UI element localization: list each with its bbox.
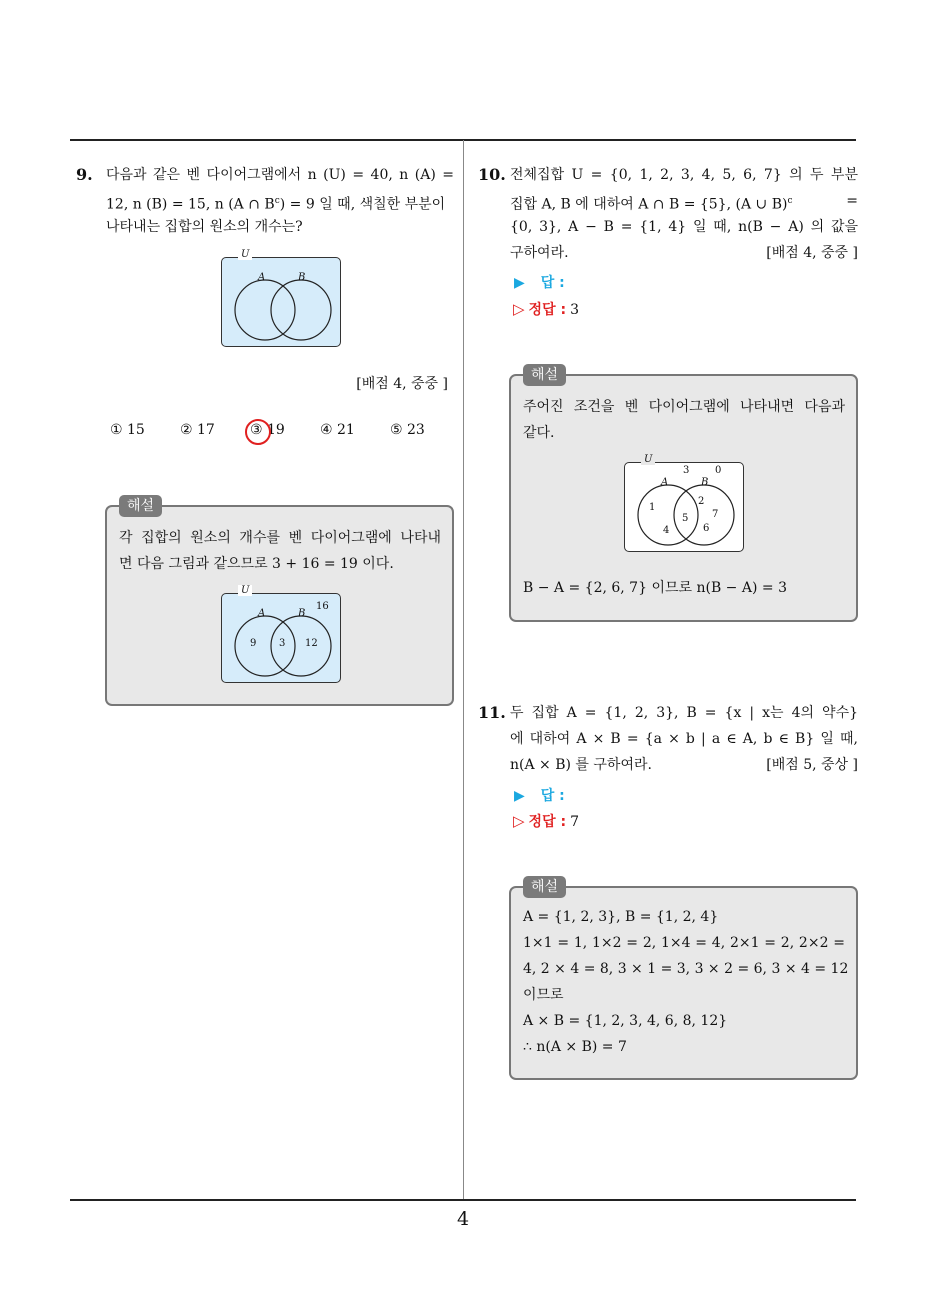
score-label: [배점 4, 중중 ] bbox=[766, 245, 858, 261]
venn-svg bbox=[625, 463, 743, 551]
venn-element-b-only: 7 bbox=[712, 509, 719, 520]
venn-diagram bbox=[221, 249, 341, 347]
question-text-line: 나타내는 집합의 원소의 개수는? bbox=[106, 219, 303, 235]
solution-text-line: 4, 2 × 4 = 8, 3 × 1 = 3, 3 × 2 = 6, 3 × 4 = 12 bbox=[523, 961, 849, 977]
choice-3[interactable]: ③ 19 bbox=[250, 422, 285, 438]
correct-answer-label: 정답 : bbox=[528, 814, 567, 830]
solution-venn-diagram bbox=[221, 585, 341, 683]
venn-element-a-only: 4 bbox=[663, 525, 670, 536]
correct-answer-value: 7 bbox=[570, 814, 579, 830]
choice-1[interactable]: ① 15 bbox=[110, 422, 145, 438]
venn-count-b-only: 12 bbox=[305, 638, 318, 649]
venn-count-a-only: 9 bbox=[250, 638, 257, 649]
play-triangle-icon: ▶ bbox=[514, 788, 525, 804]
venn-element-outside: 0 bbox=[715, 465, 722, 476]
correct-answer-row bbox=[513, 811, 579, 831]
question-text-line: {0, 3}, A − B = {1, 4} 일 때, n(B − A) 의 값을 bbox=[510, 219, 858, 235]
choice-5[interactable]: ⑤ 23 bbox=[390, 422, 425, 438]
question-text-line: 에 대하여 A × B = {a × b | a ∈ A, b ∈ B} 일 때, bbox=[510, 731, 858, 747]
solution-text-line: 1×1 = 1, 1×2 = 2, 1×4 = 4, 2×1 = 2, 2×2 = bbox=[523, 935, 845, 951]
solution-box-10 bbox=[509, 367, 858, 622]
solution-text-line: 같다. bbox=[523, 425, 555, 441]
solution-venn-diagram bbox=[624, 454, 744, 552]
solution-tag: 해설 bbox=[119, 495, 162, 517]
question-text-line: 전체집합 U = {0, 1, 2, 3, 4, 5, 6, 7} 의 두 부분 bbox=[510, 167, 858, 183]
venn-svg bbox=[222, 258, 340, 346]
choice-2[interactable]: ② 17 bbox=[180, 422, 215, 438]
solution-text-line: 각 집합의 원소의 개수를 벤 다이어그램에 나타내 bbox=[119, 530, 441, 546]
venn-element-b-only: 2 bbox=[698, 496, 705, 507]
solution-text-line: 이므로 bbox=[523, 987, 564, 1003]
solution-tag: 해설 bbox=[523, 364, 566, 386]
solution-text-line: A × B = {1, 2, 3, 4, 6, 8, 12} bbox=[523, 1013, 728, 1029]
play-triangle-icon: ▶ bbox=[514, 275, 525, 291]
question-text-line: 12, n (B) = 15, n (A ∩ $B^c) = 9$ 일 때, 색칠한 부분이 bbox=[106, 196, 446, 213]
venn-element-a-only: 1 bbox=[649, 502, 656, 513]
solution-box-11 bbox=[509, 879, 858, 1080]
question-text-line: 집합 A, B 에 대하여 A ∩ B = {5}, (A ∪ B)$^c$ = bbox=[510, 193, 858, 213]
answer-label: 답 : bbox=[540, 275, 565, 291]
set-a-circle bbox=[638, 485, 698, 545]
venn-element-both: 5 bbox=[682, 513, 689, 524]
correct-answer-label: 정답 : bbox=[528, 302, 567, 318]
question-number: 10. bbox=[478, 165, 506, 184]
venn-label-a: A bbox=[258, 608, 266, 619]
choice-4[interactable]: ④ 21 bbox=[320, 422, 355, 438]
selected-answer-circle bbox=[245, 419, 271, 445]
set-a-circle bbox=[235, 280, 295, 340]
question-text-line: 두 집합 A = {1, 2, 3}, B = {x | x는 4의 약수} bbox=[510, 705, 858, 721]
venn-count-outside: 16 bbox=[316, 601, 329, 612]
venn-label-b: B bbox=[298, 608, 306, 619]
venn-label-u: U bbox=[238, 585, 252, 596]
correct-answer-row bbox=[513, 299, 579, 319]
answer-row bbox=[514, 785, 565, 805]
correct-answer-value: 3 bbox=[570, 302, 579, 318]
outline-triangle-icon: ▷ bbox=[513, 300, 525, 318]
outline-triangle-icon: ▷ bbox=[513, 812, 525, 830]
solution-box-9 bbox=[105, 498, 454, 706]
venn-label-b: B bbox=[701, 477, 709, 488]
venn-label-b: B bbox=[298, 272, 306, 283]
solution-text-line: A = {1, 2, 3}, B = {1, 2, 4} bbox=[523, 909, 719, 925]
question-text-line: n(A × B) 를 구하여라. [배점 5, 중상 ] bbox=[510, 752, 858, 778]
set-b-circle bbox=[271, 280, 331, 340]
solution-conclusion: B − A = {2, 6, 7} 이므로 n(B − A) = 3 bbox=[523, 580, 787, 596]
solution-text-line: ∴ n(A × B) = 7 bbox=[523, 1039, 627, 1055]
column-divider bbox=[463, 140, 464, 1199]
page-number: 4 bbox=[456, 1208, 470, 1230]
venn-element-b-only: 6 bbox=[703, 523, 710, 534]
question-number: 11. bbox=[478, 703, 506, 722]
set-a-circle bbox=[235, 616, 295, 676]
answer-row bbox=[514, 272, 565, 292]
score-label: [배점 5, 중상 ] bbox=[766, 757, 858, 773]
score-label: [배점 4, 중중 ] bbox=[356, 376, 448, 392]
venn-label-a: A bbox=[661, 477, 669, 488]
solution-tag: 해설 bbox=[523, 876, 566, 898]
venn-label-u: U bbox=[641, 454, 655, 465]
question-text-line: 구하여라. [배점 4, 중중 ] bbox=[510, 240, 858, 266]
answer-label: 답 : bbox=[540, 788, 565, 804]
footer-rule bbox=[70, 1199, 856, 1201]
solution-text-line: 면 다음 그림과 같으므로 3 + 16 = 19 이다. bbox=[119, 556, 394, 572]
venn-element-outside: 3 bbox=[683, 465, 690, 476]
venn-label-u: U bbox=[238, 249, 252, 260]
question-number: 9. bbox=[76, 165, 93, 184]
venn-count-both: 3 bbox=[279, 638, 286, 649]
venn-label-a: A bbox=[258, 272, 266, 283]
question-text-line: 다음과 같은 벤 다이어그램에서 n (U) = 40, n (A) = bbox=[106, 167, 454, 183]
solution-text-line: 주어진 조건을 벤 다이어그램에 나타내면 다음과 bbox=[523, 399, 845, 415]
